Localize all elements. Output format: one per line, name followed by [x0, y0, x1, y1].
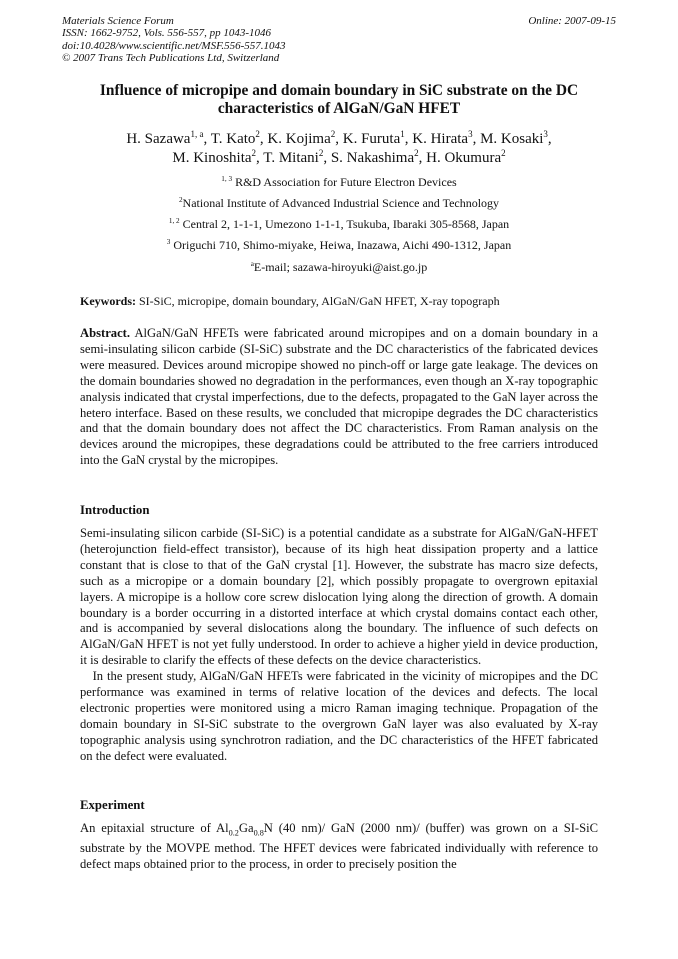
introduction-paragraph-2: In the present study, AlGaN/GaN HFETs were fabricated in the vicinity of micropipes and the DC performance was examined in terms of relative location of the devices and defects. The local electronic properties were monitored using a micro Raman imaging technique. Propagation of the domain boundary in SI-SiC substrate to the overgrown GaN layer was also evaluated by X-ray topographic analysis using synchrotron radiation, and the DC characteristics of the HFET fabricated on the defect were evaluated.	[80, 669, 598, 763]
author: S. Nakashima$^2$	[330, 148, 419, 166]
author-list: H. Sazawa$^{1, a}$, T. Kato$^2$, K. Kojima$^2$, K. Furuta$^1$, K. Hirata$^3$, M. Kosaki$^3$, M. Kinoshita$^2$, T. Mitani$^2$, S. Nakashima$^2$, H. Okumura$^2$	[126, 129, 552, 166]
section-heading-introduction: Introduction	[80, 503, 150, 517]
author: M. Kinoshita$^2$	[172, 148, 257, 166]
paper-title	[70, 82, 608, 118]
title-line-2: characteristics of AlGaN/GaN HFET	[217, 100, 461, 117]
copyright-line: © 2007 Trans Tech Publications Ltd, Switzerland	[62, 52, 280, 65]
author: K. Furuta$^1$	[342, 129, 405, 147]
experiment-paragraph: An epitaxial structure of $Al_{0.2}Ga_{0.8}N$ (40 nm)/ GaN (2000 nm)/ (buffer) was grown on a SI-SiC substrate by the MOVPE method. The HFET devices were fabricated individually with reference to defect maps obtained prior to the process, in order to precisely position the	[80, 821, 599, 872]
keywords	[80, 294, 600, 309]
author: K. Kojima$^2$	[267, 129, 336, 147]
introduction-paragraph: Semi-insulating silicon carbide (SI-SiC) is a potential candidate as a substrate for AlGaN/GaN-HFET (heterojunction field-effect transistor), because of its high heat dissipation property and a lattice constant that is close to that of the GaN crystal [1]. However, the substrate has macro size defects, such as a micropipe or a domain boundary [2], which possibly propagate to overgrown epitaxial layers. A micropipe is a hollow core screw dislocation lying along the direction of growth. A domain boundary is a border occurring in a distorted interface at which crystal domains contact each other, and is accompanied by several dislocations along the boundary. The influence of such defects on AlGaN/GaN HFET is not yet fully understood. In order to achieve a higher yield in device production, it is desirable to clarify the effects of these defects on the device characteristics. In the present study, AlGaN/GaN HFETs were fabricated in the vicinity of micropipes and the DC performance was examined in terms of relative location of the devices and defects. The local electronic properties were monitored using a micro Raman imaging technique. Propagation of the domain boundary in SI-SiC substrate to the overgrown GaN layer was also evaluated by X-ray topographic analysis using synchrotron radiation, and the DC characteristics of the HFET fabricated on the defect were evaluated.	[80, 526, 598, 763]
author: K. Hirata$^3$	[412, 129, 473, 147]
author: H. Okumura$^2$	[426, 148, 506, 166]
doi-line: doi:10.4028/www.scientific.net/MSF.556-557.1043	[62, 39, 286, 52]
affiliation-line: $^3$ Origuchi 710, Shimo-miyake, Heiwa, Inazawa, Aichi 490-1312, Japan	[166, 238, 512, 252]
title-line-1: Influence of micropipe and domain boundary in SiC substrate on the DC	[99, 82, 579, 99]
online-date: Online: 2007-09-15	[528, 15, 616, 27]
section-heading-experiment: Experiment	[80, 798, 145, 812]
email-line: $^a$E-mail; sazawa-hiroyuki@aist.go.jp	[250, 260, 428, 274]
author: H. Sazawa$^{1, a}$	[126, 129, 204, 147]
author: T. Kato$^2$	[210, 129, 260, 147]
affiliation-line: $^{1, 2}$ Central 2, 1-1-1, Umezono 1-1-1, Tsukuba, Ibaraki 305-8568, Japan	[168, 217, 510, 231]
issn-line: ISSN: 1662-9752, Vols. 556-557, pp 1043-1046	[62, 27, 271, 40]
author: T. Mitani$^2$	[263, 148, 324, 166]
keywords-text: SI-SiC, micropipe, domain boundary, AlGaN/GaN HFET, X-ray topograph	[136, 294, 500, 308]
abstract	[80, 326, 598, 469]
keywords-label: Keywords:	[80, 294, 136, 308]
abstract-label: Abstract.	[80, 326, 131, 340]
affiliation-line: $^{1, 3}$ R&D Association for Future Electron Devices	[221, 175, 457, 189]
affiliation-line: $^2$National Institute of Advanced Industrial Science and Technology	[178, 196, 500, 210]
abstract-text: AlGaN/GaN HFETs were fabricated around micropipes and on a domain boundary in a semi-insulating silicon carbide (SI-SiC) substrate and the DC characteristics of the fabricated devices were measured. Devices around micropipe showed no pinch-off or large gate leakage. The devices on the domain boundaries showed no degradation in the performances, even though an X-ray topographic analysis indicated that crystal imperfections, due to the defects, propagated to the GaN layer across the hetero interface. Based on these results, we concluded that micropipe degrades the DC characteristics and that the domain boundary does not affect the DC characteristics. From Raman analysis on the devices around the micropipes, these degradations could be attributed to the free carriers introduced into the GaN crystal by the micropipes.	[80, 326, 598, 468]
running-header	[62, 15, 286, 65]
journal-name: Materials Science Forum	[62, 15, 174, 27]
author: M. Kosaki$^3$	[480, 129, 548, 147]
